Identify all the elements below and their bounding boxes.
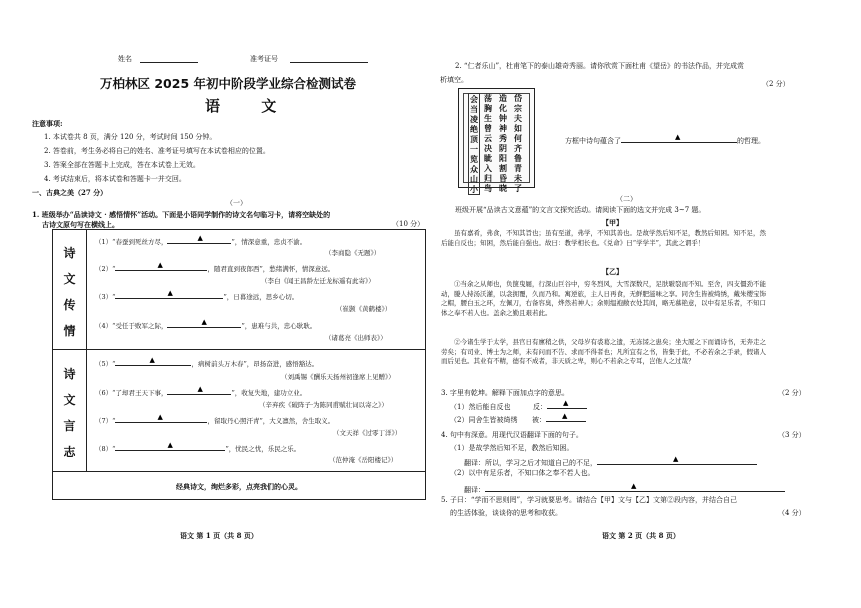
answer-blank[interactable]: ▲ — [115, 291, 223, 299]
name-field[interactable] — [140, 55, 198, 63]
note-item: 2. 答卷前，考生务必将自己的姓名、准考证号填写在本试卷相应的位置。 — [44, 147, 270, 155]
answer-blank[interactable]: ▲ — [167, 236, 231, 244]
question-3-item: （2）同舍生皆被绮绣 被： ▲ — [450, 414, 586, 425]
question-4-translation: 翻译：所以，学习之后才知道自己的不足， ▲ — [464, 457, 757, 468]
question-3-item: （1）然后能自反也 反： ▲ — [450, 401, 587, 412]
poem-row: （6）“了却君王天下事， ▲ ”，收复失地，建功立业。 — [95, 385, 307, 397]
answer-blank[interactable]: ▲ — [547, 401, 587, 409]
question-4-item: （1）是故学然后知不足，教然后知困。 — [450, 444, 574, 452]
answer-blank[interactable]: ▲ — [115, 263, 207, 271]
part-marker: （一） — [226, 199, 247, 207]
answer-blank[interactable]: ▲ — [167, 320, 241, 328]
answer-blank[interactable]: ▲ — [115, 358, 191, 366]
calligraphy-column: 会当凌绝顶一览众山小 — [470, 94, 478, 194]
name-label: 姓名 — [118, 55, 132, 63]
note-item: 1. 本试卷共 8 页，满分 120 分，考试时间 150 分钟。 — [44, 133, 217, 141]
part-marker: （二） — [616, 195, 637, 203]
poem-row: （2）“ ▲ ，随君直到夜郎西”，愁绪满怀，情深意远。 — [95, 261, 335, 273]
poem-source: （诸葛亮《出师表》） — [325, 334, 387, 342]
calligraphy-column: 荡胸生曾云决眦入归鸟 — [484, 93, 492, 193]
poem-row: （7）“ ▲ ，留取丹心照汗青”，大义凛然，舍生取义。 — [95, 413, 335, 425]
poem-source: （刘禹锡《酬乐天扬州初逢席上见赠》） — [281, 373, 395, 381]
poem-row: （4）“受任于败军之际， ▲ ”，患难与共，忠心耿耿。 — [95, 318, 317, 330]
text-yi-paragraph-2: ②今诸生学于太学，县官日有廪稍之供，父母岁有裘葛之遗，无冻馁之患矣；坐大厦之下而诵诗书，无奔走之劳矣；有司业、博士为之师，未有问而不告、求而不得者也；凡所宜有之书，皆集于此，不必若余之手录，假诸人而后见也。其业有不精，德有不成者，非天质之卑，则心不若余之专耳，岂他人之过哉？ — [441, 338, 766, 366]
poem-table — [52, 229, 426, 500]
text-jia-label: 【甲】 — [602, 218, 623, 227]
answer-blank[interactable]: ▲ — [167, 387, 231, 395]
answer-blank[interactable]: ▲ — [621, 135, 737, 143]
table-footer: 经典诗文，绚烂多彩，点亮我们的心灵。 — [176, 482, 302, 491]
answer-blank[interactable]: ▲ — [546, 414, 586, 422]
question-3-score: （2 分） — [778, 389, 806, 397]
calligraphy-image — [458, 88, 535, 194]
question-5-score: （4 分） — [778, 509, 806, 517]
text-yi-paragraph-1: ①当余之从师也，负箧曳屣，行深山巨谷中，穷冬烈风，大雪深数尺，足肤皲裂而不知。至舍，四支僵劲不能动，媵人持汤沃灌，以衾拥覆，久而乃和。寓逆旅，主人日再食，无鲜肥滋味之享。同舍生皆被绮绣，戴朱缨宝饰之帽，腰白玉之环，左佩刀，右备容臭，烨然若神人；余则缊袍敝衣处其间，略无慕艳意，以中有足乐者，不知口体之奉不若人也。盖余之勤且艰若此。 — [441, 280, 766, 317]
calligraphy-column: 造化钟神秀阴阳割昏晓 — [499, 93, 507, 193]
category-poetry-emotion: 诗 文 传 情 — [63, 246, 76, 338]
question-2-text: 2. “仁者乐山”，杜甫笔下的泰山雄奇秀丽。请你欣赏下面杜甫《望岳》的书法作品，并完成赏 — [455, 62, 745, 70]
question-4-translation: 翻译： ▲ — [464, 484, 785, 495]
page-footer-left: 语文 第 1 页（共 8 页） — [180, 531, 258, 540]
question-2-text-cont: 析填空。 — [440, 76, 468, 84]
poem-row: （5）“ ▲ ，病树前头万木春”，昂扬奋进，感悟豁达。 — [95, 356, 319, 368]
text-yi-label: 【乙】 — [602, 267, 623, 276]
answer-blank[interactable]: ▲ — [115, 415, 207, 423]
notes-title: 注意事项: — [32, 119, 63, 128]
poem-source: （范仲淹《岳阳楼记》） — [329, 456, 398, 464]
question-1-text: 1. 班级举办“品读诗文 · 感悟情怀”活动。下面是小语同学制作的诗文名句临习卡，请将空缺处的 — [32, 210, 331, 219]
question-4-score: （3 分） — [778, 431, 806, 439]
poem-source: （李商隐《无题》） — [325, 249, 381, 257]
poem-row: （1）“春蚕到死丝方尽， ▲ ”，情深意重，忠贞不渝。 — [95, 234, 307, 246]
question-5-text-cont: 的生活体验，谈谈你的思考和收获。 — [450, 509, 562, 517]
poem-source: （崔颢《黄鹤楼》） — [336, 305, 392, 313]
text-jia: 虽有嘉肴，弗食，不知其旨也；虽有至道，弗学，不知其善也。是故学然后知不足，教然后知困。知不足，然后能自反也；知困，然后能自强也。故曰：教学相长也。《兑命》曰“学学半”，其此之谓乎！ — [441, 229, 766, 247]
poem-source: （李白《闻王昌龄左迁龙标遥有此寄》） — [261, 277, 375, 285]
answer-blank[interactable]: ▲ — [115, 443, 225, 451]
category-poetry-ambition: 诗 文 言 志 — [63, 367, 76, 459]
note-item: 3. 答案全部在答题卡上完成，答在本试卷上无效。 — [44, 161, 200, 169]
poem-row: （3）“ ▲ ”，日暮途远，思乡心切。 — [95, 289, 299, 301]
question-2-answer: 方框中诗句蕴含了 ▲ 的哲理。 — [565, 133, 765, 145]
calligraphy-column: 岱宗夫如何齐鲁青未了 — [514, 93, 522, 193]
answer-blank[interactable]: ▲ — [597, 457, 757, 465]
poem-row: （8）“ ▲ ”，忧民之忧，乐民之乐。 — [95, 441, 301, 453]
exam-id-label: 准考证号 — [250, 55, 278, 63]
answer-blank[interactable]: ▲ — [485, 484, 785, 492]
poem-source: （文天祥《过零丁洋》） — [333, 429, 402, 437]
question-5-text: 5. 子曰：“学而不思则罔”，学习就要思考。请结合【甲】文与【乙】文第②段内容，并结合自己 — [441, 496, 738, 504]
reading-intro: 班级开展“品读古文意蕴”的文言文探究活动。请阅读下面的选文并完成 3~7 题。 — [455, 206, 706, 214]
subject-title: 语 文 — [205, 97, 295, 115]
question-4-item: （2）以中有足乐者，不知口体之奉不若人也。 — [450, 469, 595, 477]
note-item: 4. 考试结束后，将本试卷和答题卡一并交回。 — [44, 175, 186, 183]
exam-id-field[interactable] — [290, 55, 368, 63]
question-1-score: （10 分） — [392, 220, 425, 228]
question-3-text: 3. 字里有乾坤。解释下面加点字的意思。 — [441, 389, 569, 397]
page-footer-right: 语文 第 2 页（共 8 页） — [602, 531, 680, 540]
section-heading: 一、古典之美（27 分） — [32, 188, 108, 197]
question-1-text-cont: 古诗文原句写在横线上。 — [42, 220, 119, 229]
exam-title: 万柏林区 2025 年初中阶段学业综合检测试卷 — [100, 76, 356, 91]
poem-source: （辛弃疾《破阵子·为陈同甫赋壮词以寄之》） — [259, 401, 388, 409]
question-2-score: （2 分） — [762, 80, 790, 88]
question-4-text: 4. 句中有深意。用现代汉语翻译下面的句子。 — [441, 431, 583, 439]
